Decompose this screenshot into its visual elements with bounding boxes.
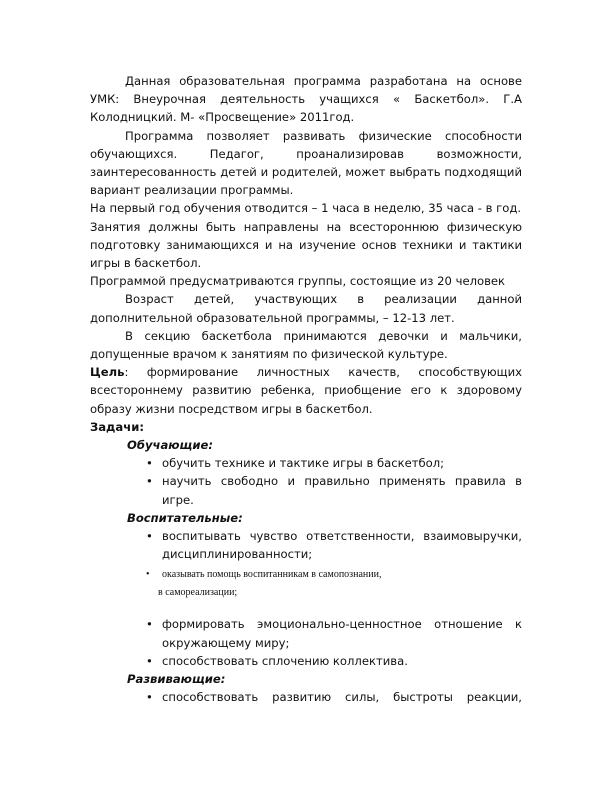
hours-paragraph: На первый год обучения отводится – 1 часа в неделю, 35 часа - в год. [90,201,522,216]
document-page [90,72,522,707]
intro-paragraph: Данная образовательная программа разработана на основе УМК: Внеурочная деятельность учащихся « Баскетбол». Г.А Колодницкий. М- «Просвещение» 2011год. [90,74,522,125]
bullet-icon: • [146,569,150,581]
bullet-icon: • [146,690,153,705]
goal-text: : формирование личностных качеств, способствующих всестороннему развитию ребенка, приобщение его к здоровому образу жизни посредством игры в баскетбол. [90,365,522,416]
upbringing-list [90,527,522,583]
bullet-icon: • [146,529,153,544]
bullet-icon: • [146,474,153,489]
goal-label: Цель [90,365,125,380]
groups-paragraph: Программой предусматриваются группы, состоящие из 20 человек [90,274,506,289]
list-item-continuation: в самореализации; [158,587,238,599]
list-item: • обучить технике и тактике игры в баскетбол; [90,454,522,472]
goal-paragraph [90,363,522,418]
upbringing-heading: Воспитательные: [127,510,243,525]
list-item: • научить свободно и правильно применять правила в игре. [146,474,522,507]
list-item: • способствовать развитию силы, быстроты реакции, [90,688,522,706]
educational-heading: Обучающие: [127,438,214,453]
admission-paragraph: В секцию баскетбола принимаются девочки и мальчики, допущенные врачом к занятиям по физической культуре. [90,328,522,362]
list-item: • оказывать помощь воспитанникам в самопознании, [90,563,522,583]
list-item: • формировать эмоционально-ценностное отношение к окружающему миру; [146,617,522,650]
bullet-icon: • [146,456,153,471]
lessons-paragraph: Занятия должны быть направлены на всестороннюю физическую подготовку занимающихся и на изучение основ техники и тактики игры в баскетбол. [90,219,522,271]
upbringing-list-continued [90,615,522,670]
program-paragraph: Программа позволяет развивать физические способности обучающихся. Педагог, проанализировав возможности, заинтересованность детей и родителей, может выбрать подходящий вариант реализации программы. [90,128,522,198]
list-item: • способствовать сплочению коллектива. [90,652,522,670]
bullet-icon: • [146,617,153,632]
bullet-icon: • [146,653,153,668]
age-paragraph: Возраст детей, участвующих в реализации данной дополнительной образовательной программы, – 12-13 лет. [90,292,522,325]
tasks-heading: Задачи: [90,419,144,434]
educational-list [90,454,522,509]
list-item: • воспитывать чувство ответственности, взаимовыручки, дисциплинированности; [146,529,522,562]
developing-list [90,688,522,706]
developing-heading: Развивающие: [127,672,226,687]
